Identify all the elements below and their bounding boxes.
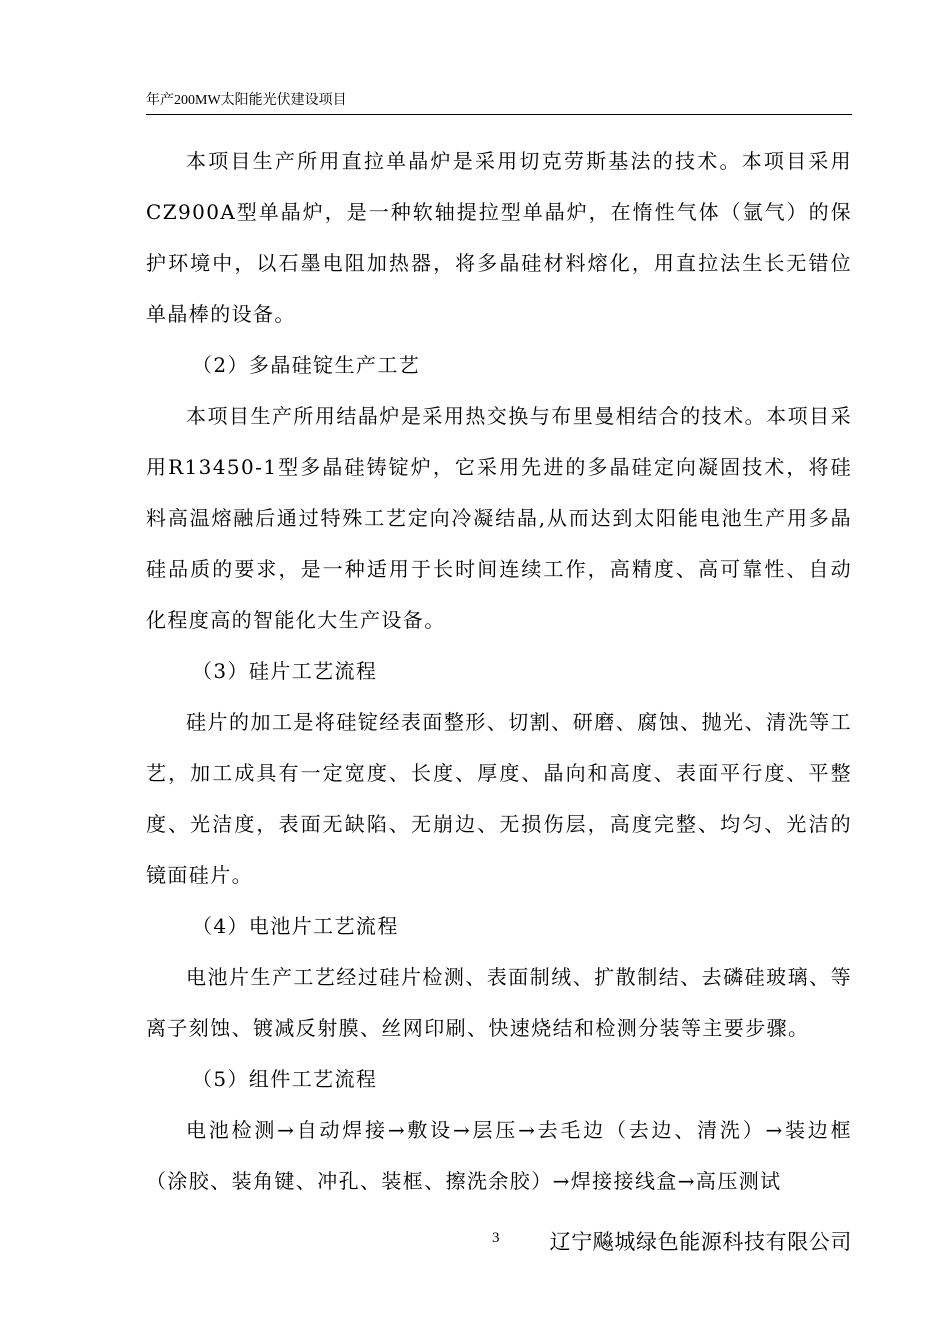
section-heading-wafer-process: （3）硅片工艺流程 [192, 659, 378, 683]
paragraph-cell-process: 电池片生产工艺经过硅片检测、表面制绒、扩散制结、去磷硅玻璃、等离子刻蚀、镀减反射膜、丝网印刷、快速烧结和检测分装等主要步骤。 [146, 965, 852, 1040]
section-heading-polysilicon-ingot: （2）多晶硅锭生产工艺 [192, 353, 421, 377]
page-header [146, 92, 852, 115]
paragraph-wafer-process: 硅片的加工是将硅锭经表面整形、切割、研磨、腐蚀、抛光、清洗等工艺，加工成具有一定宽度、长度、厚度、晶向和高度、表面平行度、平整度、光洁度，表面无缺陷、无崩边、无损伤层，高度完整、均匀、光洁的镜面硅片。 [146, 710, 852, 887]
section-heading-cell-process: （4）电池片工艺流程 [192, 914, 399, 938]
page-number: 3 [492, 1230, 500, 1246]
header-title: 年产200MW太阳能光伏建设项目 [146, 93, 347, 108]
section-heading-module-process: （5）组件工艺流程 [192, 1067, 378, 1091]
page-footer [146, 1222, 852, 1262]
paragraph-polysilicon-ingot: 本项目生产所用结晶炉是采用热交换与布里曼相结合的技术。本项目采用R13450-1型多晶硅铸锭炉，它采用先进的多晶硅定向凝固技术，将硅料高温熔融后通过特殊工艺定向冷凝结晶,从而达到太阳能电池生产用多晶硅品质的要求，是一种适用于长时间连续工作，高精度、高可靠性、自动化程度高的智能化大生产设备。 [146, 404, 852, 632]
paragraph-monocrystal-furnace: 本项目生产所用直拉单晶炉是采用切克劳斯基法的技术。本项目采用CZ900A型单晶炉，是一种软轴提拉型单晶炉，在惰性气体（氩气）的保护环境中，以石墨电阻加热器，将多晶硅材料熔化，用直拉法生长无错位单晶棒的设备。 [146, 149, 852, 326]
company-name: 辽宁飚城绿色能源科技有限公司 [549, 1230, 852, 1254]
paragraph-module-process: 电池检测→自动焊接→敷设→层压→去毛边（去边、清洗）→装边框（涂胶、装角键、冲孔、装框、擦洗余胶）→焊接接线盒→高压测试 [146, 1118, 852, 1193]
document-body [146, 136, 852, 1207]
